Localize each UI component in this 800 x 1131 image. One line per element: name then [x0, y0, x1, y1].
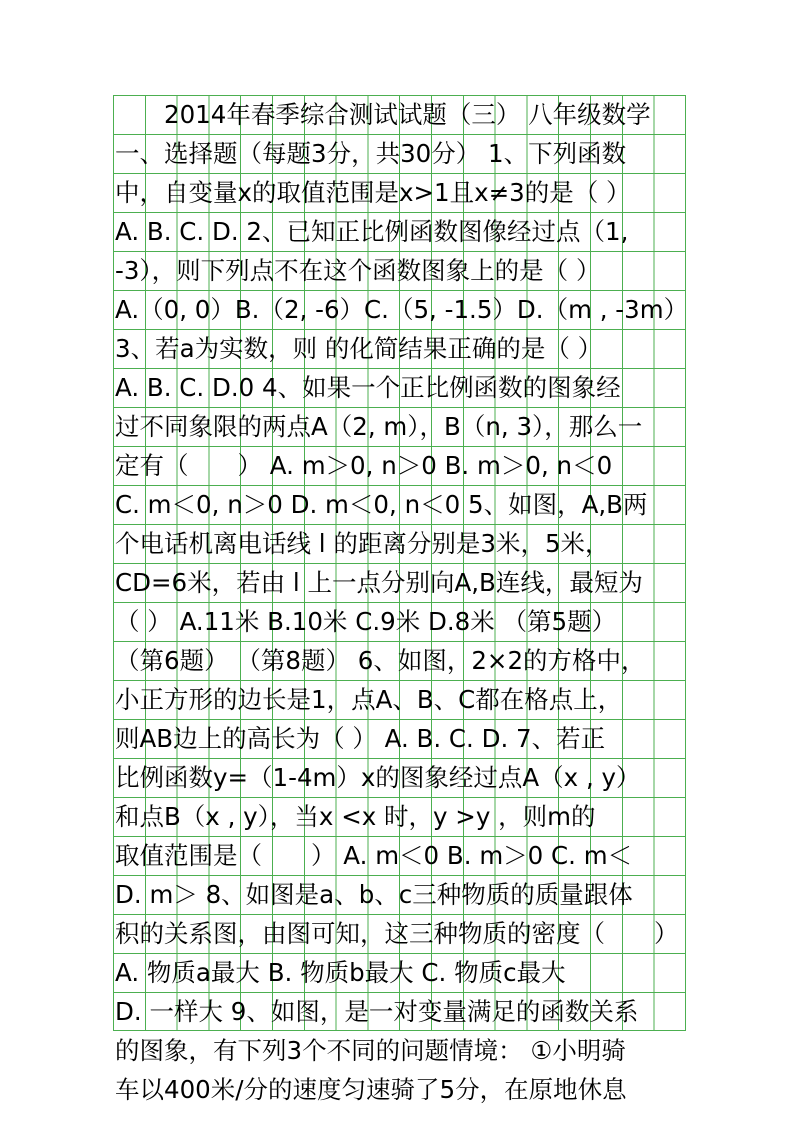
text-line: 中，自变量x的取值范围是x>1且x≠3的是（ ） [115, 178, 631, 207]
text-line: 和点B（x , y），当x <x 时，y >y ，则m的 [115, 802, 596, 831]
text-line: 车以400米/分的速度匀速骑了5分，在原地休息 [115, 1075, 627, 1104]
text-line: 过不同象限的两点A（2, m），B（n, 3），那么一 [115, 412, 643, 441]
text-line: 小正方形的边长是1，点A、B、C都在格点上， [115, 685, 623, 714]
text-line: D. m＞ 8、如图是a、b、c三种物质的质量跟体 [115, 880, 633, 909]
text-line: A. B. C. D.0 4、如果一个正比例函数的图象经 [115, 373, 621, 402]
text-line: C. m＜0, n＞0 D. m＜0, n＜0 5、如图，A,B两 [115, 490, 648, 519]
text-line: 一、选择题（每题3分，共30分） 1、下列函数 [115, 139, 627, 168]
text-line: 2014年春季综合测试试题（三） 八年级数学 [115, 100, 651, 129]
text-line: 的图象，有下列3个不同的问题情境： ①小明骑 [115, 1036, 626, 1065]
text-line: 比例函数y=（1-4m）x的图象经过点A（x , y） [115, 763, 641, 792]
text-line: 积的关系图，由图可知，这三种物质的密度（ ） [115, 919, 679, 948]
text-line: （第6题） （第8题） 6、如图，2×2的方格中， [115, 646, 646, 675]
document-body [113, 95, 689, 1109]
text-line: （ ） A.11米 B.10米 C.9米 D.8米 （第5题） [115, 607, 617, 636]
text-line: D. 一样大 9、如图，是一对变量满足的函数关系 [115, 997, 639, 1026]
text-line: A. 物质a最大 B. 物质b最大 C. 物质c最大 [115, 958, 566, 987]
text-line: A.（0, 0）B.（2, -6）C.（5, -1.5）D.（m , -3m） [115, 295, 689, 324]
text-line: 定有（ ） A. m＞0, n＞0 B. m＞0, n＜0 [115, 451, 613, 480]
text-line: 则AB边上的高长为（ ） A. B. C. D. 7、若正 [115, 724, 606, 753]
text-line: 3、若a为实数，则 的化简结果正确的是（ ） [115, 334, 603, 363]
text-line: 取值范围是（ ） A. m＜0 B. m＞0 C. m＜ [115, 841, 633, 870]
text-line: A. B. C. D. 2、已知正比例函数图像经过点（1, [115, 217, 629, 246]
text-line: CD=6米，若由 l 上一点分别向A,B连线，最短为 [115, 568, 643, 597]
text-line: 个电话机离电话线 l 的距离分别是3米，5米， [115, 529, 610, 558]
text-line: -3），则下列点不在这个函数图象上的是（ ） [115, 256, 601, 285]
